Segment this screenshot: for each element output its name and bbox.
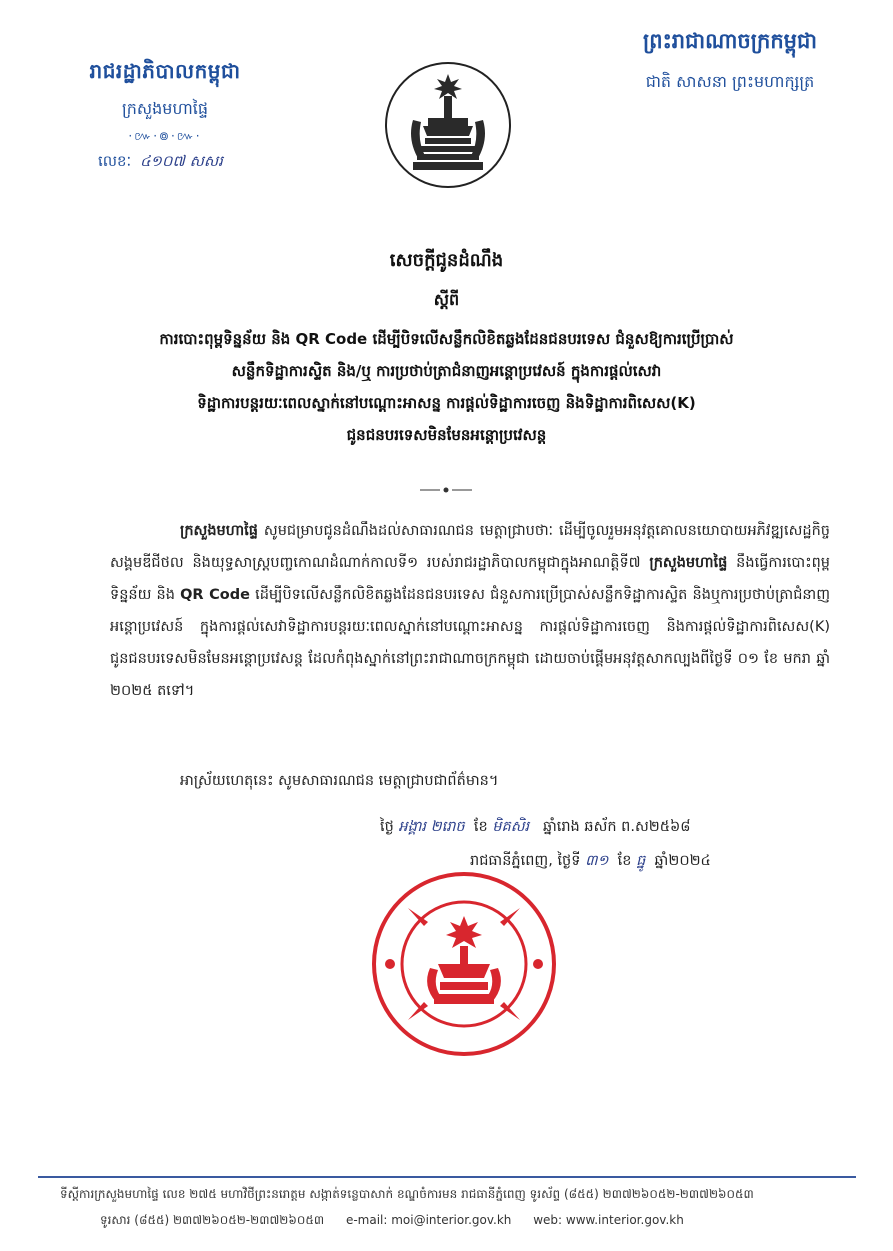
subject-line: ការបោះពុម្ពទិន្នន័យ និង QR Code ដើម្បីបិទលើសន្លឹកលិខិតឆ្លងដែនជនបរទេស ជំនួសឱ្យការប្រើប្រាស់: [159, 330, 734, 348]
date-year: ២០២៤: [668, 853, 711, 869]
qr-code-label: QR Code: [180, 587, 250, 603]
footer-web[interactable]: web: www.interior.gov.kh: [533, 1213, 684, 1227]
subject-line: ទិដ្ឋាការបន្តរយៈពេលស្នាក់នៅបណ្តោះអាសន្ន ការផ្តល់ទិដ្ឋាការចេញ និងទិដ្ឋាការពិសេស(K): [197, 394, 696, 412]
royal-emblem-icon: [383, 60, 513, 190]
announcement-title-block: [90, 248, 803, 451]
place-date: រាជធានីភ្នំពេញ, ថ្ងៃទី: [470, 853, 581, 869]
date-day: ៣១: [585, 853, 609, 869]
year-label: ឆ្នាំ: [654, 853, 669, 869]
lunar-month-label: ខែ: [473, 819, 488, 835]
subject-line: សន្លឹកទិដ្ឋាការស្ទិត និង/ឬ ការប្រថាប់ត្រាជំនាញអន្តោប្រវេសន៍ ក្នុងការផ្តល់សេវា: [231, 362, 662, 380]
title-divider: [420, 486, 472, 494]
closing-line: អាស្រ័យហេតុនេះ សូមសាធារណជន មេត្តាជ្រាបជាព័ត៌មាន។: [180, 773, 499, 789]
lunar-month: មិគសិរ: [492, 819, 530, 835]
announcement-heading: សេចក្តីជូនដំណឹង: [389, 250, 504, 271]
lunar-year: ឆ្នាំរោង ឆស័ក ព.ស២៥៦៨: [542, 819, 691, 835]
footer-contacts: [100, 1212, 860, 1230]
date-month: ធ្នូ: [636, 853, 646, 869]
announcement-body: [110, 515, 830, 707]
ministry-mid: ក្រសួងមហាផ្ទៃ: [649, 555, 728, 571]
kingdom-header: [595, 28, 865, 95]
lunar-date: [380, 818, 691, 839]
official-seal-icon: [368, 868, 560, 1060]
announcement-subject: [90, 323, 803, 451]
ministry-lead: ក្រសួងមហាផ្ទៃ: [180, 523, 258, 539]
reference-label: លេខៈ: [98, 152, 132, 170]
lunar-prefix: ថ្ងៃ: [380, 819, 394, 835]
footer-address: ទីស្តីការក្រសួងមហាផ្ទៃ លេខ ២៧៥ មហាវិថីព្រះនរោត្តម សង្កាត់ទន្លេបាសាក់ ខណ្ឌចំការមន រាជធានីភ្នំពេញ ទូរស័ព្ទ (៨៥៥) ២៣៧២៦០៥២-២៣៧២៦០៥៣: [60, 1187, 754, 1201]
lunar-day: អង្គារ ២រោច: [398, 819, 465, 835]
ministry-header: [60, 58, 270, 146]
footer-email[interactable]: e-mail: moi@interior.gov.kh: [345, 1213, 512, 1227]
footer-divider: [38, 1176, 856, 1178]
announcement-about: ស្តីពី: [433, 290, 460, 309]
footer-fax: ទូរសារ (៨៥៥) ២៣៧២៦០៥២-២៣៧២៦០៥៣: [100, 1213, 325, 1227]
reference-value: ៤១០៧ សសរ: [139, 152, 223, 170]
header-ornament: ·៚·៙·៚·: [128, 129, 202, 143]
kingdom-name: ព្រះរាជាណាចក្រកម្ពុជា: [642, 29, 817, 53]
body-text-b: នឹងធ្វើការបោះពុម្ពទិន្នន័យ និង: [110, 555, 830, 603]
body-text-c: ដើម្បីបិទលើសន្លឹកលិខិតឆ្លងដែនជនបរទេស ជំនួសការប្រើប្រាស់សន្លឹកទិដ្ឋាការស្ទិត និងឬការប្រថាប់ត្រាជំនាញអន្តោប្រវេសន៍ ក្នុងការផ្តល់សេវាទិដ្ឋាការបន្តរយៈពេលស្នាក់នៅបណ្តោះអាសន្ន ការផ្តល់ទិដ្ឋាការចេញ និងការផ្តល់ទិដ្ឋាការពិសេស(K) ជូនជនបរទេសមិនមែនអន្តោប្រវេសន្ត ដែលកំពុងស្នាក់នៅព្រះរាជាណាចក្រកម្ពុជា ដោយចាប់ផ្តើមអនុវត្តសាកល្បងពីថ្ងៃទី ០១ ខែ មករា ឆ្នាំ ២០២៥ តទៅ។: [110, 587, 831, 699]
government-name: រាជរដ្ឋាភិបាលកម្ពុជា: [89, 59, 241, 83]
body-text-a: សូមជម្រាបជូនដំណឹងដល់សាធារណជន មេត្តាជ្រាបថាៈ ដើម្បីចូលរួមអនុវត្តគោលនយោបាយអភិវឌ្ឍសេដ្ឋកិច្ចសង្គមឌីជីថល និងយុទ្ធសាស្រ្តបញ្ចកោណដំណាក់កាលទី១ របស់រាជរដ្ឋាភិបាលកម្ពុជាក្នុងអាណត្តិទី៧: [110, 523, 830, 571]
reference-number: [98, 152, 223, 174]
national-motto: ជាតិ សាសនា ព្រះមហាក្សត្រ: [645, 72, 815, 91]
ministry-name: ក្រសួងមហាផ្ទៃ: [121, 99, 208, 118]
month-label: ខែ: [617, 853, 632, 869]
subject-line: ជូនជនបរទេសមិនមែនអន្តោប្រវេសន្ត: [346, 426, 547, 444]
